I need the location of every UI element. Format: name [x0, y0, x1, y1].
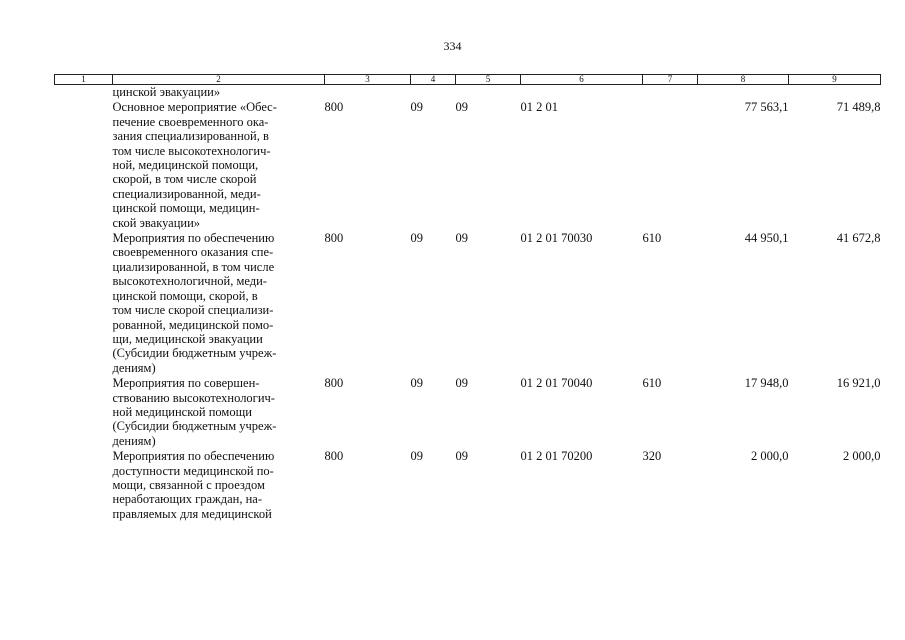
- text-line: правляемых для медицинской: [112, 506, 272, 521]
- cell-c6: 01 2 01 70200: [520, 449, 593, 464]
- column-header: 5: [456, 75, 521, 85]
- cell-col-1: [55, 375, 113, 448]
- cell-c4: 09: [410, 376, 423, 391]
- text-line: ной медицинской помощи: [112, 404, 252, 419]
- text-line: Мероприятия по обеспечению: [112, 231, 275, 246]
- cell-c7: 610: [642, 376, 662, 391]
- text-line: щи, медицинской эвакуации: [112, 331, 263, 346]
- text-line: Мероприятия по обеспечению: [112, 449, 275, 464]
- table-row: [55, 230, 881, 375]
- cell-c7: [643, 99, 698, 230]
- text-line: ствованию высокотехнологич-: [112, 390, 275, 405]
- text-line: рованной, медицинской помо-: [112, 317, 274, 332]
- cell-c4: 09: [410, 100, 423, 115]
- text-line: ской эвакуации»: [112, 215, 201, 230]
- cell-c6: 01 2 01 70040: [520, 376, 593, 391]
- table-row: [55, 99, 881, 230]
- cell-c6: 01 2 01 70030: [520, 231, 593, 246]
- column-header: 8: [698, 75, 789, 85]
- cell-name: [113, 230, 325, 375]
- text-line: мощи, связанной с проездом: [112, 477, 265, 492]
- cell-c7: 610: [642, 231, 662, 246]
- cell-name: [113, 99, 325, 230]
- continuation-text: [113, 85, 325, 100]
- cell-c5: 09: [455, 231, 468, 246]
- text-line: том числе скорой специализи-: [112, 303, 274, 318]
- text-line: дениям): [112, 433, 156, 448]
- cell-c5: 09: [455, 100, 468, 115]
- text-line: ной, медицинской помощи,: [112, 158, 259, 173]
- text-line: Основное мероприятие «Обес-: [112, 100, 277, 115]
- text-line: (Субсидии бюджетным учреж-: [112, 419, 277, 434]
- cell-c5: 09: [455, 376, 468, 391]
- cell-c4: 09: [410, 449, 423, 464]
- text-line: Мероприятия по совершен-: [112, 376, 260, 391]
- text-line: том числе высокотехнологич-: [112, 143, 271, 158]
- cell-name: [113, 375, 325, 448]
- column-header: 7: [643, 75, 698, 85]
- column-header: 9: [789, 75, 881, 85]
- text-line: цинской помощи, медицин-: [112, 201, 260, 216]
- cell-c3: 800: [324, 376, 344, 391]
- cell-name: [113, 448, 325, 521]
- column-header: 2: [113, 75, 325, 85]
- text-line: скорой, в том числе скорой: [112, 172, 257, 187]
- cell-c3: 800: [324, 449, 344, 464]
- continuation-row: [55, 85, 881, 100]
- column-header: 4: [411, 75, 456, 85]
- text-line: цинской эвакуации»: [112, 85, 221, 99]
- cell-c4: 09: [410, 231, 423, 246]
- text-line: дениям): [112, 360, 156, 375]
- text-line: печение своевременного ока-: [112, 114, 269, 129]
- cell-c3: 800: [324, 231, 344, 246]
- cell-col-1: [55, 230, 113, 375]
- column-header: 3: [325, 75, 411, 85]
- table-row: [55, 375, 881, 448]
- budget-table: [54, 74, 881, 521]
- text-line: доступности медицинской по-: [112, 463, 274, 478]
- cell-col-1: [55, 448, 113, 521]
- text-line: своевременного оказания спе-: [112, 245, 274, 260]
- cell-c9: 41 672,8: [836, 231, 881, 246]
- cell-c8: 77 563,1: [744, 100, 789, 115]
- cell-c9: 16 921,0: [836, 376, 881, 391]
- text-line: неработающих граждан, на-: [112, 492, 262, 507]
- text-line: (Субсидии бюджетным учреж-: [112, 346, 277, 361]
- cell-c7: 320: [642, 449, 662, 464]
- cell-c5: 09: [455, 449, 468, 464]
- text-line: цинской помощи, скорой, в: [112, 288, 258, 303]
- text-line: зания специализированной, в: [112, 129, 269, 144]
- cell-c9: 2 000,0: [843, 449, 881, 464]
- table-row: [55, 448, 881, 521]
- cell-col-1: [55, 99, 113, 230]
- text-line: специализированной, меди-: [112, 186, 261, 201]
- cell-c8: 44 950,1: [744, 231, 789, 246]
- page-number: 334: [443, 39, 462, 53]
- text-line: высокотехнологичной, меди-: [112, 274, 267, 289]
- cell-c6: 01 2 01: [520, 100, 558, 115]
- header-row: [55, 75, 881, 85]
- cell-c8: 17 948,0: [744, 376, 789, 391]
- column-header: 1: [55, 75, 113, 85]
- cell-c9: 71 489,8: [836, 100, 881, 115]
- cell-c3: 800: [324, 100, 344, 115]
- column-header: 6: [521, 75, 643, 85]
- text-line: циализированной, в том числе: [112, 259, 275, 274]
- cell-c8: 2 000,0: [751, 449, 789, 464]
